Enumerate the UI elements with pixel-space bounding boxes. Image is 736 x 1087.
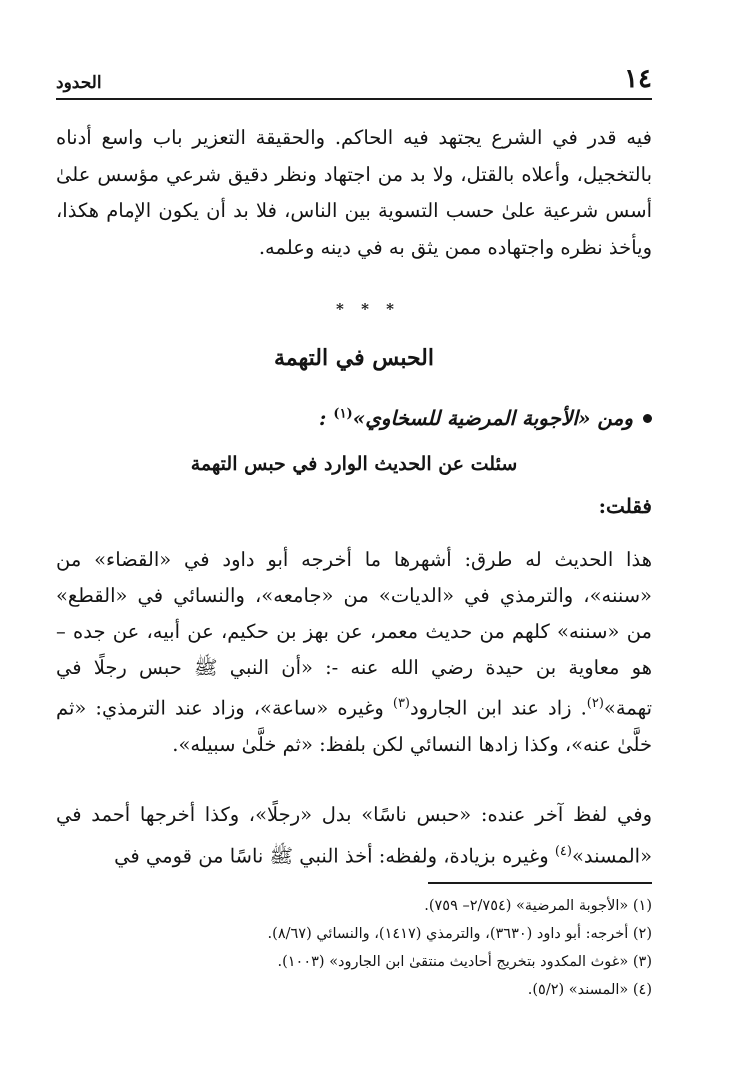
- paragraph-3-text-a: وفي لفظ آخر عنده: «حبس ناسًا» بدل «رجلًا»، وكذا أخرجها أحمد في «المسند»: [56, 803, 652, 867]
- running-head: الحدود: [56, 73, 102, 93]
- paragraph-2-text-c: وغيره «ساعة»، وزاد عند الترمذي: «ثم خلَّىٰ عنه»، وكذا زادها النسائي لكن بلفظ: «ثم خلَّىٰ سبيله».: [56, 696, 652, 756]
- question-heading: سئلت عن الحديث الوارد في حبس التهمة: [190, 453, 518, 475]
- footnote-divider: [428, 882, 652, 884]
- footnote-ref-2[interactable]: (٢): [586, 696, 604, 711]
- source-text: ومن «الأجوبة المرضية للسخاوي»$^{(١)}$ :: [319, 406, 633, 430]
- footnote-3: (٣) «غوث المكدود بتخريج أحاديث منتقىٰ ابن الجارود» (١٠٠٣).: [277, 954, 652, 970]
- paragraph-2-text-b: . زاد عند ابن الجارود: [410, 696, 587, 720]
- page-header: [56, 58, 652, 100]
- section-title: الحبس في التهمة: [274, 345, 434, 371]
- body-paragraph-1: فيه قدر في الشرع يجتهد فيه الحاكم. والحقيقة التعزير باب واسع أدناه بالتخجيل، وأعلاه بالقتل، ولا بد من اجتهاد ونظر دقيق شرعي مؤسس علىٰ أسس شرعية علىٰ حسب التسوية بين الناس، فلا بد أن يكون الإمام هكذا، ويأخذ نظره واجتهاده ممن يثق به في دينه وعلمه.: [56, 126, 652, 259]
- paragraph-3-text-b: وغيره بزيادة، ولفظه: أخذ النبي ﷺ ناسًا من قومي في: [114, 844, 555, 867]
- footnote-ref-3[interactable]: (٣): [392, 696, 410, 711]
- paragraph-2-text-a: هذا الحديث له طرق: أشهرها ما أخرجه أبو داود في «القضاء» من «سننه»، والترمذي في «الديات» من «جامعه»، والنسائي في «القطع» من «سننه» كلهم من حديث معمر، عن بهز بن حكيم، عن أبيه، عن جده – هو معاوية بن حيدة رضي الله عنه -: «أن النبي ﷺ حبس رجلًا في تهمة»: [56, 548, 652, 720]
- footnotes-list: [56, 892, 652, 1004]
- body-paragraph-3: [56, 797, 652, 875]
- section-separator: * * *: [336, 300, 400, 318]
- answer-label: فقلت:: [598, 494, 652, 518]
- page-number: ١٤: [624, 64, 652, 94]
- footnote-2: (٢) أخرجه: أبو داود (٣٦٣٠)، والترمذي (١٤١٧)، والنسائي (٨/٦٧).: [267, 926, 652, 942]
- footnote-4: (٤) «المسند» (٥/٢).: [527, 982, 652, 998]
- body-paragraph-2: [56, 542, 652, 763]
- source-line: [56, 406, 652, 430]
- footnote-ref-1[interactable]: (١): [333, 406, 353, 422]
- footnote-ref-4[interactable]: (٤): [554, 843, 572, 859]
- footnote-1: (١) «الأجوبة المرضية» (٢/٧٥٤– ٧٥٩).: [424, 898, 652, 914]
- bullet-icon: [643, 414, 652, 423]
